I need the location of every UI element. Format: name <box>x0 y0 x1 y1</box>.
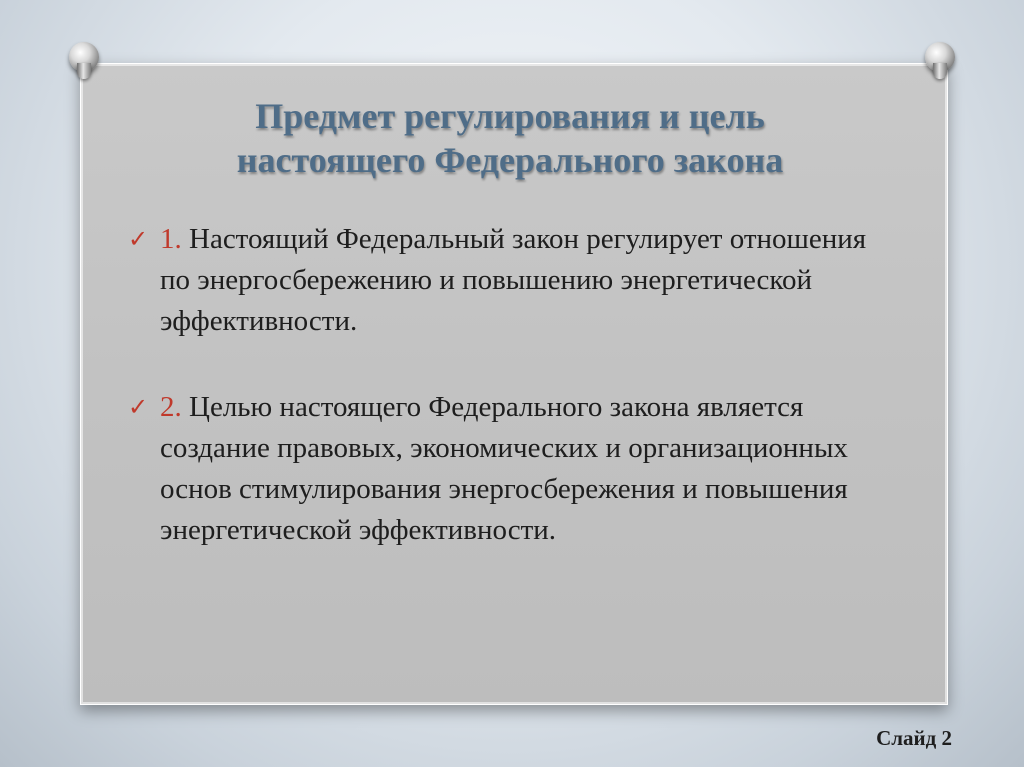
check-icon: ✓ <box>128 225 149 253</box>
pushpin-icon <box>925 42 955 72</box>
bullet-item-1 <box>128 219 888 342</box>
slide-number: Слайд 2 <box>876 726 952 750</box>
bullet-list <box>128 219 888 596</box>
bullet-item-2 <box>128 387 888 551</box>
bullet-number: 2. <box>160 391 182 423</box>
pushpin-icon <box>69 42 99 72</box>
slide-title <box>150 94 870 182</box>
bullet-text: Настоящий Федеральный закон регулирует отношения по энергосбережению и повышению энергетической эффективности. <box>160 223 867 337</box>
bullet-number: 1. <box>160 223 182 255</box>
title-line-1: Предмет регулирования и цель <box>255 96 765 136</box>
check-icon: ✓ <box>128 393 149 421</box>
bullet-text: Целью настоящего Федерального закона является создание правовых, экономических и организационных основ стимулирования энергосбережения и повышения энергетической эффективности. <box>160 391 848 546</box>
title-line-2: настоящего Федерального закона <box>236 140 784 180</box>
